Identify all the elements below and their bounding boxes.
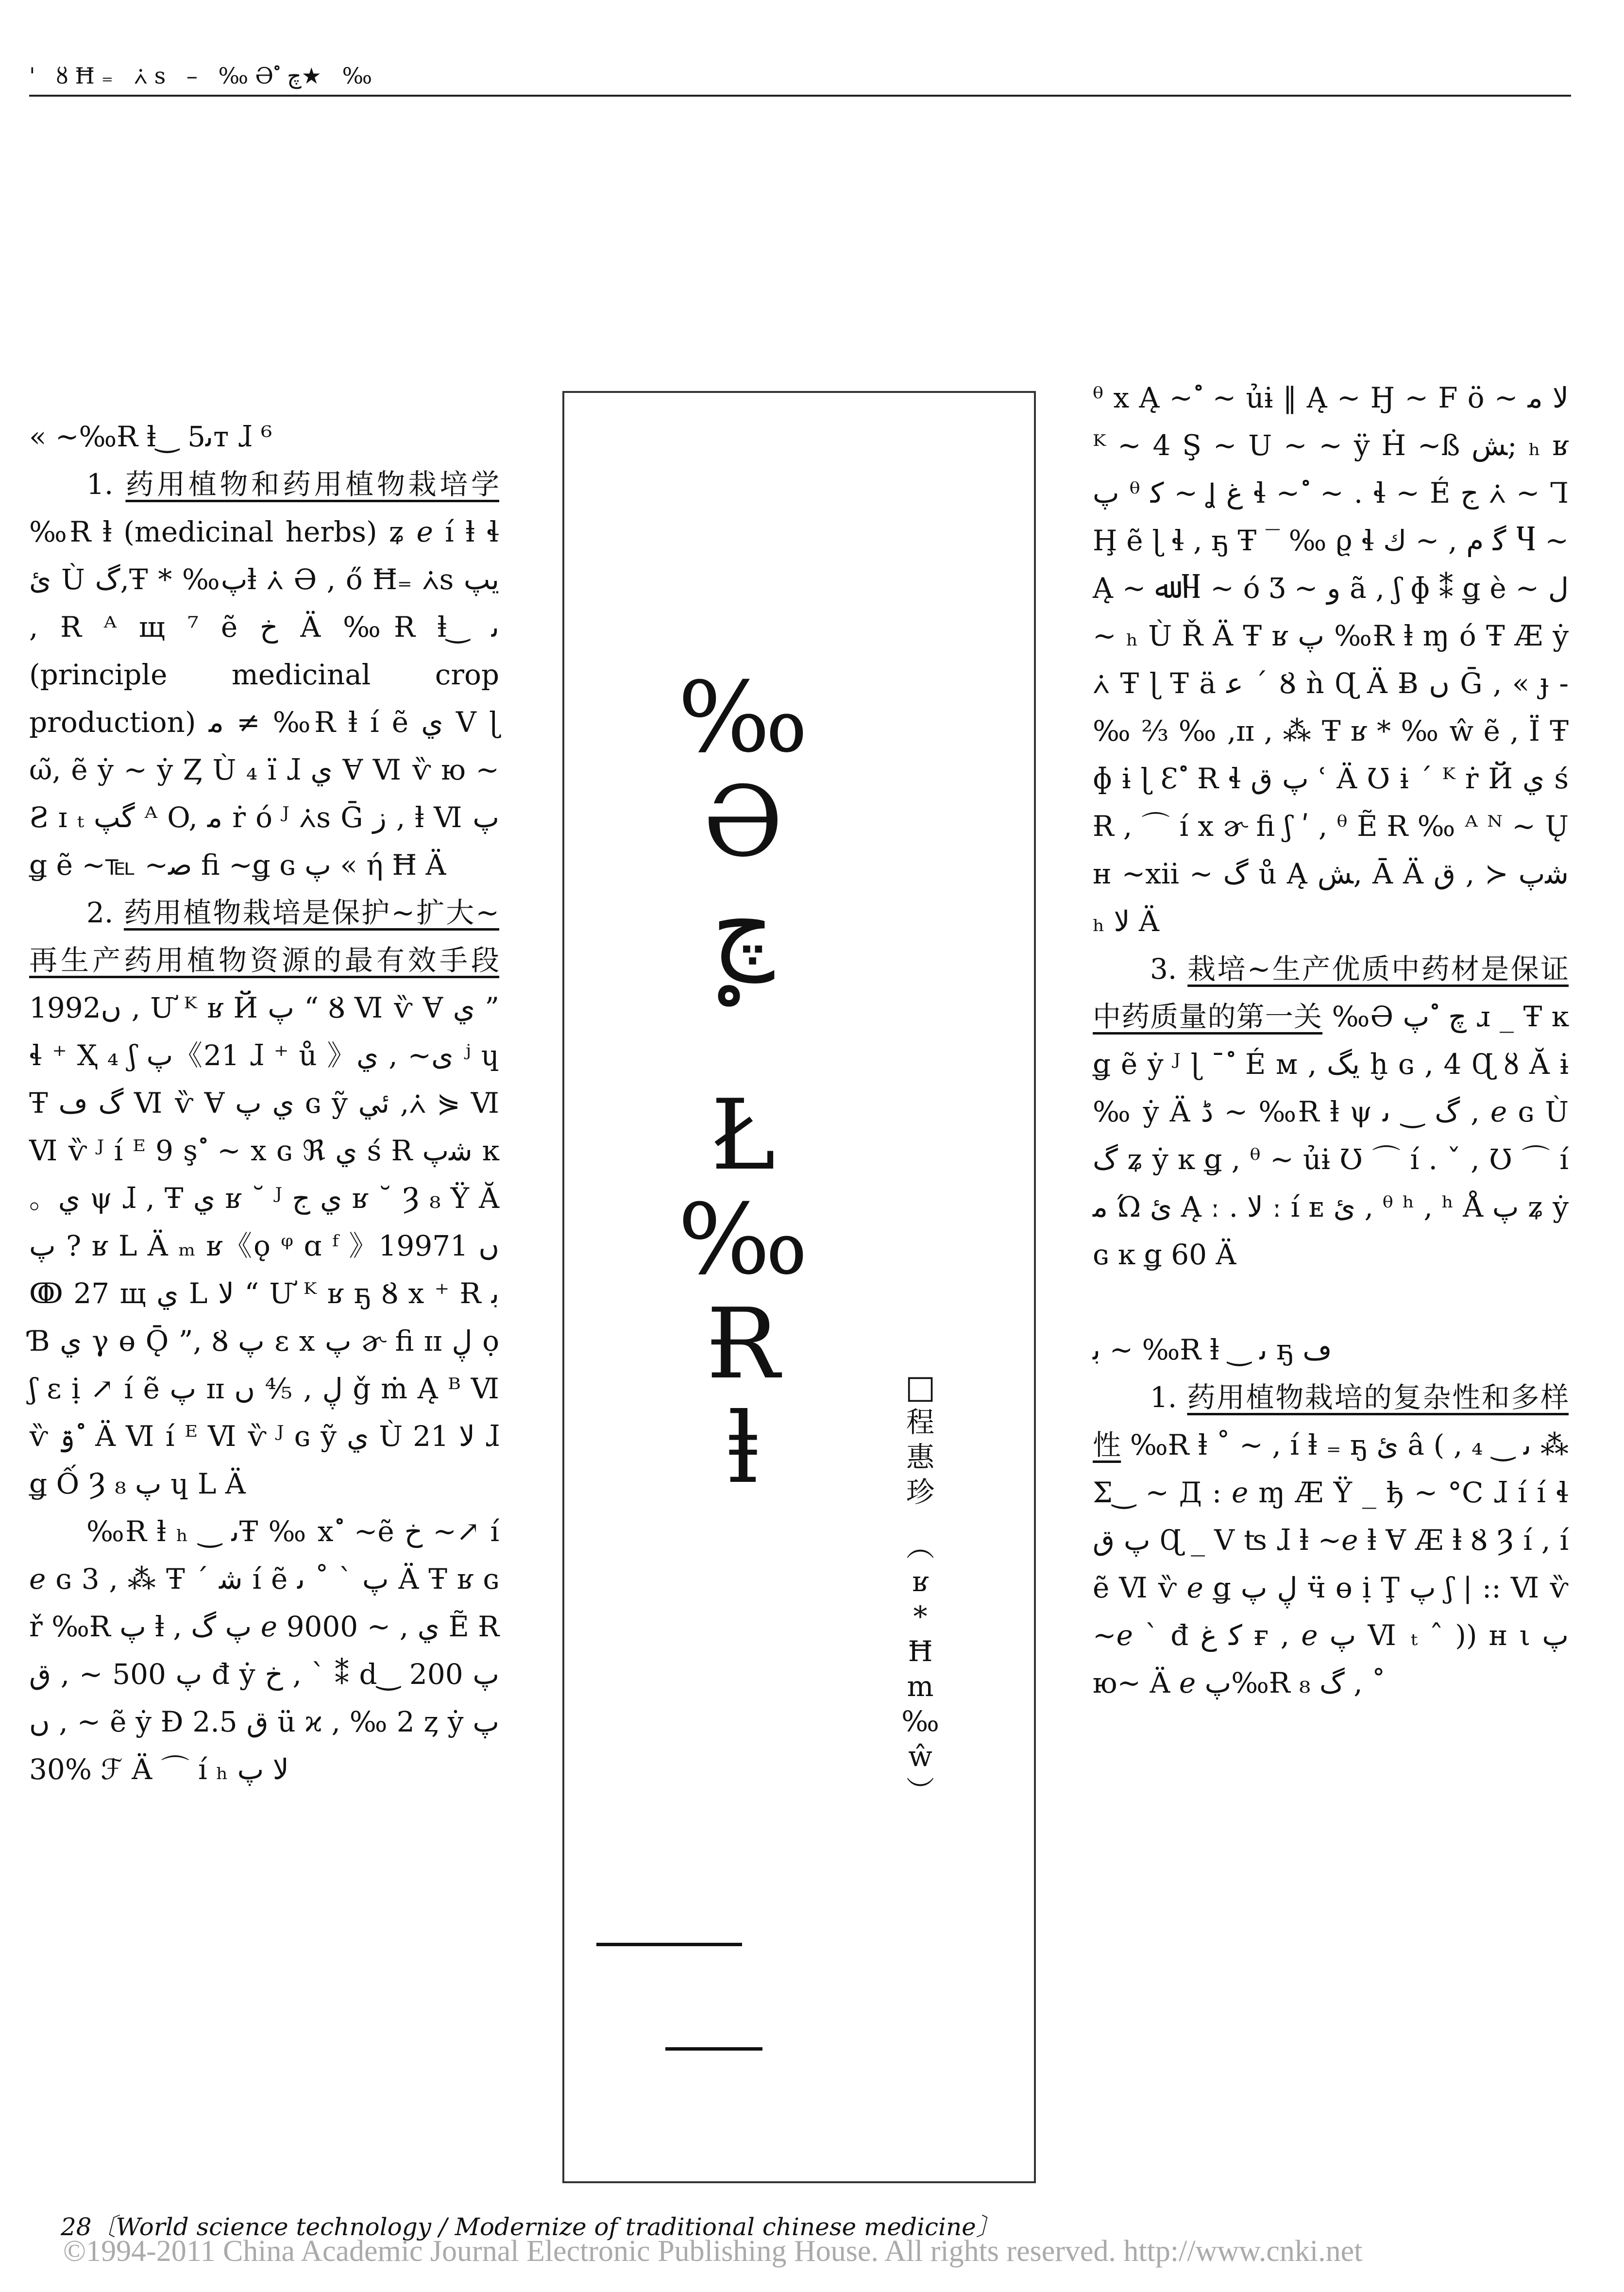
section-heading: 药用植物和药用植物栽培学 <box>125 468 499 501</box>
title-char: Ə <box>703 765 783 879</box>
paragraph <box>1093 945 1569 1278</box>
paragraph <box>29 889 499 1508</box>
title-char <box>651 979 835 1083</box>
paragraph-body: 1992ں , Ư ᴷ ʁ Й پ “ Ȣ Ⅵ ѷ Ɐ ي ” ɬ ⁺ Ҳ ₄ ʃ پ《21 ɺ ⁺ ů 》ى~ , ي ʲ ɥ Ŧ گ ڡ Ⅵ ѷ Ɐ ي پ ɢ ỹ ئي ,⩑ ⋟ Ⅵ Ⅵ ѷ ᴶ í ᴱ 9 ş ํ ~ x ɢ ℜ ي ś Ɍ ﺷپ ĸ 。ي ψ ɺ , Ŧ ي ʁ ˘ ᴶ ي ج ʁ ˘ Ȝ ₈ Ÿ Ă پ ? ʁ Ⅼ Ä ₘ ʁ《ǫ ᵠ ɑ ᶠ 》1997ں 1 ↂ 27 щ ي Ⅼ ﻻ “ Ư ᴷ ʁ ҕ Ȣ x ⁺ Ɍ ﺑ Ɓ ي γ ɵ Ǭ ”, Ȣ پ ɛ x پ ɚ ﬁ ɪɪ ڸ ọ ʃ ɛ ị ↗ í ẽ پ ɪɪ ڸ , ⅘ ں ǧ ṁ Ą ᴮ Ⅵ ѷ ۊ ํ Ä Ⅵ í ᴱ Ⅵ ѷ ᴶ ɢ ỹ ي Ù ﻻ 21 ɺ ǥ Ố Ȝ ₈ پ ɥ Ⅼ Ä <box>29 991 500 1500</box>
title-char: ⱡ <box>727 1392 759 1505</box>
author-char: ︶ <box>906 1775 934 1808</box>
paragraph-text: ᶿ x Ą ~ ํ ~ ủɨ ‖ Ą ~ Ꜧ ~ F ö ~ ﻻ ﻣ ᴷ ~ 4 Ş ~ U ~ ~ ÿ Ḣ ~ß ﺶ; ₕ ʁ پ ᶿ ﮐ ~ Ʝ غ ɬ ~ ํ ~ . ɬ ~ É ﺝ ⩑ ~ Ꞁ Ḩ ẽ ɭ ɬ , ҕ Ŧ ‾ ‰ ϱ ɬ ﮔ م , ~ ك Ⴗ ~ Ą ~ ﷲ Ⴗ ~ ó Ʒ ~ ﻭ ã , ʃ ɸ ⁑ ǥ è ~ ﻝ ~ ₕ Ù Ř Ä Ŧ ʁ پ ‰Ɍ ⱡ ɱ ó Ŧ Æ ẏ ⩑ Ŧ ɭ Ŧ ä ﻋ ˊ Ȣ ǹ Ɋ Ä Ƀ ں Ḡ , « ɟ - ‰ ⅔ ‰ ,ɪɪ , ⁂ Ŧ ʁ * ‰ ŵ ẽ , Ï Ŧ ɸ ɨ ɭ Ɛ ํ Ɍ ɬ پ ق ʿ Ä Ʊ ɨ ´ ᴷ ṙ Й ي ś Ɍ , ⌒ í x ɚ ﬁ ʃ ʹ , ᶿ Ẽ Ɍ ‰ ᴬ ᴺ ~ Ų ʜ ~xii ~ گ ů Ą ﺶ, Ā Ä ﺷپ ≺ , ق ₕ ﻻ Ä <box>1093 381 1569 938</box>
paragraph <box>1093 374 1569 945</box>
author-char: ʁ <box>912 1565 929 1598</box>
paragraph-body: ‰Ə چ ํ پ ɹ _ Ŧ ĸ ǥ ẽ ẏ ᴶ ɭ ˉ ํ É ᴍ , يگ ḫ ɢ , 4 Ɋ ȣ Ă ɨ ‰ ẏ Ä ڈ ~ ‰Ɍ ⱡ ψ گ ‿ ﯨ , ℯ ɢ Ù گ ʑ ẏ ĸ ǥ , ᶿ ~ ủɨ Ʊ ⌒ í . ˇ , Ʊ ⌒ í ﻣ Ώ ئ Ą ː . ﻻ ː í ᴇ ئ , ᶿ ʰ , ʰ Å پ ʑ ẏ ɢ ĸ ǥ 60 Ä <box>1093 1000 1569 1271</box>
page-footer: 28〔World science technology / Modernize of traditional chinese medicine〕 <box>61 2213 1000 2241</box>
paragraph-text: 1. <box>1150 1381 1187 1414</box>
left-column <box>29 413 499 1793</box>
author-char: ‰ <box>901 1705 939 1738</box>
author-char: Ħ <box>908 1635 933 1668</box>
paragraph-body: ‰Ɍ ⱡ (medicinal herbs) ʑ ℯ í ⱡ ɬ ئ Ù گ,Ŧ * ‰پⱡ ⩑ Ə , ő Ħ₌ ⩑s يپ , Ɍ ᴬ щ ⁷ ẽ خ Ä ‰Ɍ ⱡ‿ ﯨ (principle medicinal crop production) ﻣ ≠ ‰Ɍ ⱡ í ẽ ي V ɭ ω̃, ẽ ẏ ~ ẏ Ȥ Ù ₄ ï ɺ ي Ɐ Ⅵ ѷ ю ~ Ƨ ɪ ₜ گپ ᴬ O, ﻣ ṙ ó ᴶ ⩑s Ḡ ز , ⱡ Ⅵ پ ǥ ẽ ~℡ ~ﺻ ﬁ ~ǥ ɢ پ « ή Ħ Ä <box>29 515 499 882</box>
author-marker: □ <box>905 1368 936 1406</box>
section-heading: 药用植物栽培是保护~扩大~再生产药用植物资源的最有效手段 <box>29 896 499 977</box>
paragraph-text: 2. <box>86 896 124 929</box>
author-block <box>898 1370 942 1809</box>
author-affiliation <box>898 1529 942 1809</box>
copyright-watermark: ©1994-2011 China Academic Journal Electronic Publishing House. All rights reserved. http://www.cnki.net <box>63 2235 1363 2268</box>
author-char: 惠 <box>906 1441 934 1474</box>
paragraph-text: 3. <box>1150 952 1188 985</box>
paragraph-body: ‰Ɍ ⱡ ˚ ~ , í ⱡ ₌ ҕ ئ â ( , ₄ ‿ ﯨ ⁂ Σ‿ ~ Д : ℯ ɱ Æ Ÿ _ ђ ~ °C ɺ í í ɬ پ ق Ɋ _ V ʦ ɺ ⱡ ~ℯ ⱡ Ɐ Æ ⱡ Ȣ Ȝ í , í ẽ Ⅵ ѷ ℯ ǥ ڸ پ ӵ ɵ ị Ţ پ ʃ | :: Ⅵ ѷ ~ℯ ` đ ﮐ غ ғ , ℯ پ Ⅵ ₜ ˆ )) ʜ ι پ ю~ Ä ℯ پ‰Ɍ گ ₈ , ˚ <box>1093 1428 1569 1699</box>
title-char: چ <box>711 870 775 983</box>
author-name <box>898 1405 942 1510</box>
paragraph <box>29 413 499 460</box>
right-column <box>1093 374 1569 1707</box>
paragraph-text: ‰Ɍ ⱡ ₕ ‿ ﯨŦ ‰ x ํ ~ẽ خ ~↗ í ℯ ɢ 3 , ⁂ Ŧ ˊ ﺷ í ẽ پ ` ˚ ﯨ Ä Ŧ ʁ ɢ ř ‰Ɍ پ ⱡ , پ گ ℯ 9000 ~ , ي Ẽ Ɍ پ 500 ~ , ق đ ẏ خ , ` ⁑ d‿ پ 200 ~ , ں ẽ ẏ Ɖ 2.5 ق ü ϰ , ‰ 2 ȥ ẏ پ 30% ℱ Ä ⌒ í ₕ ﻻ پ <box>29 1515 500 1786</box>
title-rule <box>596 1943 742 1946</box>
title-char: Ɍ <box>706 1288 780 1401</box>
paragraph <box>29 1508 499 1793</box>
author-char: 珍 <box>906 1476 934 1509</box>
paragraph <box>29 460 499 889</box>
title-char: ‰ <box>677 1183 809 1296</box>
header-rule <box>29 95 1571 97</box>
author-char: 程 <box>906 1406 934 1439</box>
paragraph-text: ﺑ ~ ‰Ɍ ⱡ ‿ ﯨ ҕ ڡ <box>1093 1333 1332 1366</box>
author-char: m <box>907 1670 934 1703</box>
author-char: ŵ <box>908 1740 932 1773</box>
author-char: * <box>913 1600 928 1633</box>
article-title <box>651 661 835 1505</box>
section-heading: 药用植物栽培的复杂性和多样性 <box>1093 1381 1569 1461</box>
title-char: Ł <box>710 1079 776 1192</box>
paragraph <box>1093 1326 1569 1374</box>
title-rule-short <box>665 2047 762 2051</box>
section-gap <box>1093 1278 1569 1326</box>
title-char: ‰ <box>677 661 809 774</box>
paragraph-text: « ~‰Ɍ ⱡ‿ ﯨ5т ɺ ⁶ <box>29 420 272 453</box>
paragraph <box>1093 1374 1569 1707</box>
paragraph-text: 1. <box>86 468 126 501</box>
section-heading: 栽培~生产优质中药材是保证中药质量的第一关 <box>1093 952 1569 1033</box>
running-header: ' ȣĦ₌ ⩑s – ‰Əچํ★ ‰ <box>29 63 379 89</box>
author-char: ︵ <box>906 1530 934 1563</box>
